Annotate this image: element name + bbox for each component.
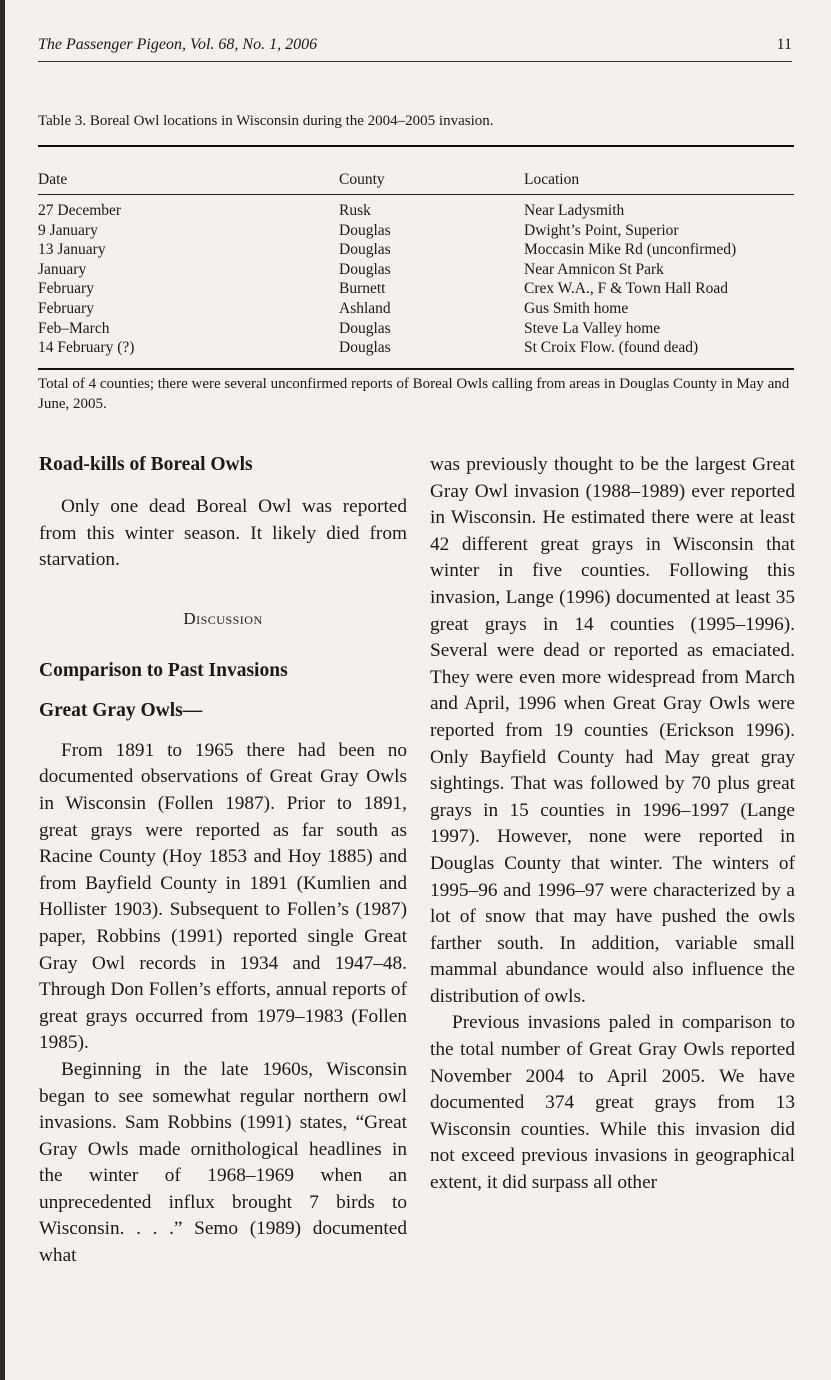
- great-gray-heading: Great Gray Owls—: [39, 699, 203, 721]
- body-paragraph: Beginning in the late 1960s, Wisconsin began to see somewhat regular northern owl invasions. Sam Robbins (1991) states, “Great Gray Owls made ornithological headlines in the winter of 1968–1969 when an unprecedented influx brought 7 birds to Wisconsin. . . .” Semo (1989) documented what: [39, 1058, 407, 1267]
- table-row: [0, 260, 831, 280]
- page-number: 11: [776, 36, 792, 53]
- road-kills-paragraph: Only one dead Boreal Owl was reported from this winter season. It likely died from starvation.: [39, 496, 407, 571]
- cell-location: Moccasin Mike Rd (unconfirmed): [524, 241, 737, 259]
- cell-location: Near Ladysmith: [524, 202, 625, 219]
- table-row: [0, 279, 831, 299]
- cell-county: Ashland: [339, 299, 391, 317]
- cell-date: 13 January: [38, 241, 106, 259]
- table-row: [0, 201, 831, 221]
- discussion-heading: Discussion: [183, 608, 263, 628]
- body-paragraph: was previously thought to be the largest Great Gray Owl invasion (1988–1989) ever reported in Wisconsin. He estimated there were at least 42 different great grays in Wisconsin that winter in five counties. Following this invasion, Lange (1996) documented at least 35 great grays in 14 counties (1995–1996). Several were dead or reported as emaciated. They were even more widespread from March and April, 1996 when Great Gray Owls were reported from 19 counties (Erickson 1996). Only Bayfield County had May great gray sightings. That was followed by 70 plus great grays in 15 counties in 1996–1997 (Lange 1997). However, none were reported in Douglas County that winter. The winters of 1995–96 and 1996–97 were characterized by a lot of snow that may have pushed the owls farther south. In addition, variable small mammal abundance would also influence the distribution of owls.: [430, 454, 795, 1007]
- cell-county: Douglas: [339, 241, 391, 259]
- cell-county: Burnett: [339, 280, 386, 298]
- cell-date: January: [38, 260, 87, 278]
- right-text-column: [430, 452, 795, 1197]
- cell-location: Crex W.A., F & Town Hall Road: [524, 280, 729, 298]
- cell-location: St Croix Flow. (found dead): [524, 339, 699, 357]
- table-row: [0, 221, 831, 241]
- comparison-heading: Comparison to Past Invasions: [39, 659, 288, 681]
- body-paragraph: Previous invasions paled in comparison to the total number of Great Gray Owls reported November 2004 to April 2005. We have documented 374 great grays from 13 Wisconsin counties. While this invasion did not exceed previous invasions in geographical extent, it did surpass all other: [430, 1012, 795, 1194]
- running-title: The Passenger Pigeon, Vol. 68, No. 1, 2006: [38, 36, 318, 53]
- cell-location: Near Amnicon St Park: [524, 260, 664, 278]
- cell-date: February: [38, 280, 94, 298]
- cell-date: 27 December: [38, 202, 122, 219]
- cell-location: Gus Smith home: [524, 299, 629, 317]
- table-row: [0, 319, 831, 339]
- table-footnote: Total of 4 counties; there were several unconfirmed reports of Boreal Owls calling from areas in Douglas County in May and June, 2005.: [38, 376, 790, 412]
- table-body: [0, 201, 831, 358]
- cell-date: 9 January: [38, 221, 98, 239]
- cell-county: Douglas: [339, 221, 391, 239]
- cell-county: Douglas: [339, 260, 391, 278]
- cell-date: 14 February (?): [38, 339, 135, 357]
- cell-county: Rusk: [339, 202, 371, 219]
- cell-county: Douglas: [339, 339, 391, 357]
- table-header-rule: [38, 194, 794, 195]
- table-row: [0, 299, 831, 319]
- left-text-column: [39, 452, 407, 1270]
- cell-date: February: [38, 299, 94, 317]
- table-header-row: [0, 171, 831, 191]
- table-header-date: Date: [38, 171, 68, 188]
- table-row: [0, 240, 831, 260]
- cell-county: Douglas: [339, 319, 391, 337]
- running-header: [38, 36, 792, 58]
- road-kills-heading: Road-kills of Boreal Owls: [39, 454, 253, 475]
- table-header-location: Location: [524, 171, 580, 188]
- table-header-county: County: [339, 171, 385, 188]
- table-caption: Table 3. Boreal Owl locations in Wisconsin during the 2004–2005 invasion.: [38, 113, 494, 129]
- table-row: [0, 338, 831, 358]
- cell-location: Dwight’s Point, Superior: [524, 221, 679, 239]
- table-bottom-rule: [38, 368, 794, 370]
- cell-location: Steve La Valley home: [524, 319, 661, 337]
- header-rule: [38, 61, 792, 62]
- cell-date: Feb–March: [38, 319, 110, 337]
- table-top-rule: [38, 145, 794, 147]
- body-paragraph: From 1891 to 1965 there had been no documented observations of Great Gray Owls in Wisconsin (Follen 1987). Prior to 1891, great grays were reported as far south as Racine County (Hoy 1853 and Hoy 1885) and from Bayfield County in 1891 (Kumlien and Hollister 1903). Subsequent to Follen’s (1987) paper, Robbins (1991) reported single Great Gray Owl records in 1934 and 1947–48. Through Don Follen’s efforts, annual reports of great grays occurred from 1979–1983 (Follen 1985).: [39, 739, 407, 1054]
